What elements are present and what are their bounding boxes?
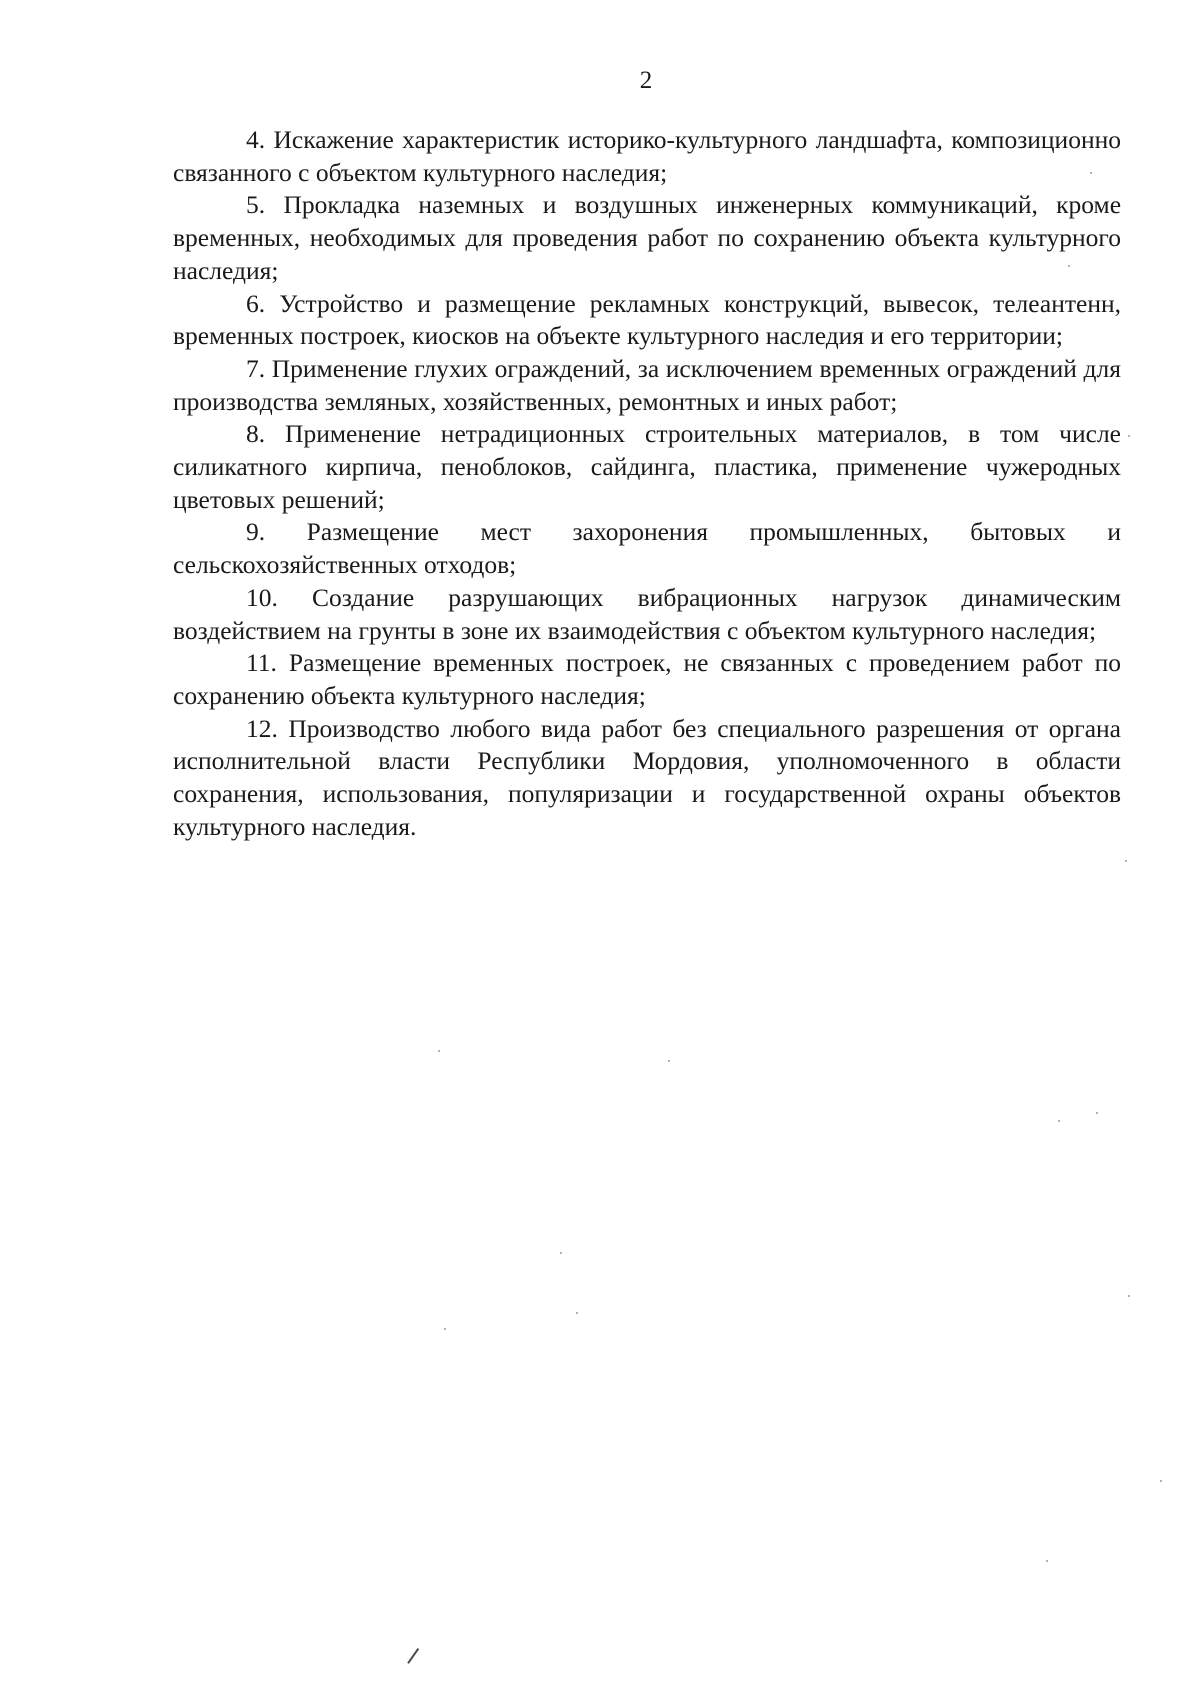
- item-number: 6.: [246, 288, 266, 318]
- item-text: Размещение временных построек, не связанных с проведением работ по сохранению объекта культурного наследия;: [173, 648, 1122, 710]
- item-text: Применение нетрадиционных строительных материалов, в том числе силикатного кирпича, пеноблоков, сайдинга, пластика, применение чужеродных цветовых решений;: [173, 419, 1121, 514]
- scan-speck: [1068, 265, 1070, 267]
- list-item: [173, 288, 1121, 353]
- list-item: [173, 516, 1121, 581]
- item-number: 7.: [246, 353, 266, 383]
- list-item: [173, 124, 1121, 189]
- item-number: 12.: [246, 713, 278, 743]
- scan-speck: [1128, 435, 1130, 437]
- scan-speck: [438, 1050, 440, 1052]
- list-item: [173, 647, 1121, 712]
- scan-speck: [1125, 860, 1127, 862]
- scan-speck: [1128, 1295, 1130, 1297]
- scan-speck: [1058, 1120, 1060, 1122]
- scan-speck: [1160, 1480, 1162, 1482]
- item-number: 5.: [246, 190, 266, 220]
- list-item: [173, 418, 1121, 516]
- item-number: 11.: [246, 648, 277, 678]
- item-number: 10.: [246, 582, 278, 612]
- scan-scratch: [407, 1648, 419, 1664]
- scan-speck: [668, 1060, 670, 1062]
- scan-speck: [560, 1252, 562, 1254]
- restrictions-list: [173, 124, 1121, 843]
- scan-speck: [1090, 172, 1092, 174]
- item-text: Размещение мест захоронения промышленных, бытовых и сельскохозяйственных отходов;: [173, 517, 1121, 580]
- list-item: [173, 189, 1121, 287]
- list-item: [173, 713, 1121, 844]
- item-text: Искажение характеристик историко-культурного ландшафта, композиционно связанного с объектом культурного наследия;: [173, 125, 1121, 187]
- scan-speck: [444, 1328, 446, 1330]
- scan-speck: [1046, 1560, 1048, 1562]
- item-number: 9.: [246, 517, 266, 547]
- list-item: [173, 582, 1121, 647]
- page-number: 2: [639, 67, 653, 94]
- scan-speck: [576, 1312, 578, 1314]
- list-item: [173, 353, 1121, 418]
- item-number: 4.: [246, 125, 266, 154]
- item-text: Применение глухих ограждений, за исключением временных ограждений для производства земляных, хозяйственных, ремонтных и иных работ;: [173, 353, 1121, 416]
- item-text: Производство любого вида работ без специального разрешения от органа исполнительной власти Республики Мордовия, уполномоченного в области сохранения, использования, популяризации и государственной охраны объектов культурного наследия.: [173, 713, 1121, 841]
- scan-speck: [1096, 1112, 1098, 1114]
- item-text: Создание разрушающих вибрационных нагрузок динамическим воздействием на грунты в зоне их взаимодействия с объектом культурного наследия;: [173, 582, 1121, 645]
- item-text: Устройство и размещение рекламных конструкций, вывесок, телеантенн, временных построек, киосков на объекте культурного наследия и его территории;: [173, 288, 1122, 351]
- item-text: Прокладка наземных и воздушных инженерных коммуникаций, кроме временных, необходимых для проведения работ по сохранению объекта культурного наследия;: [173, 190, 1122, 285]
- item-number: 8.: [246, 419, 266, 449]
